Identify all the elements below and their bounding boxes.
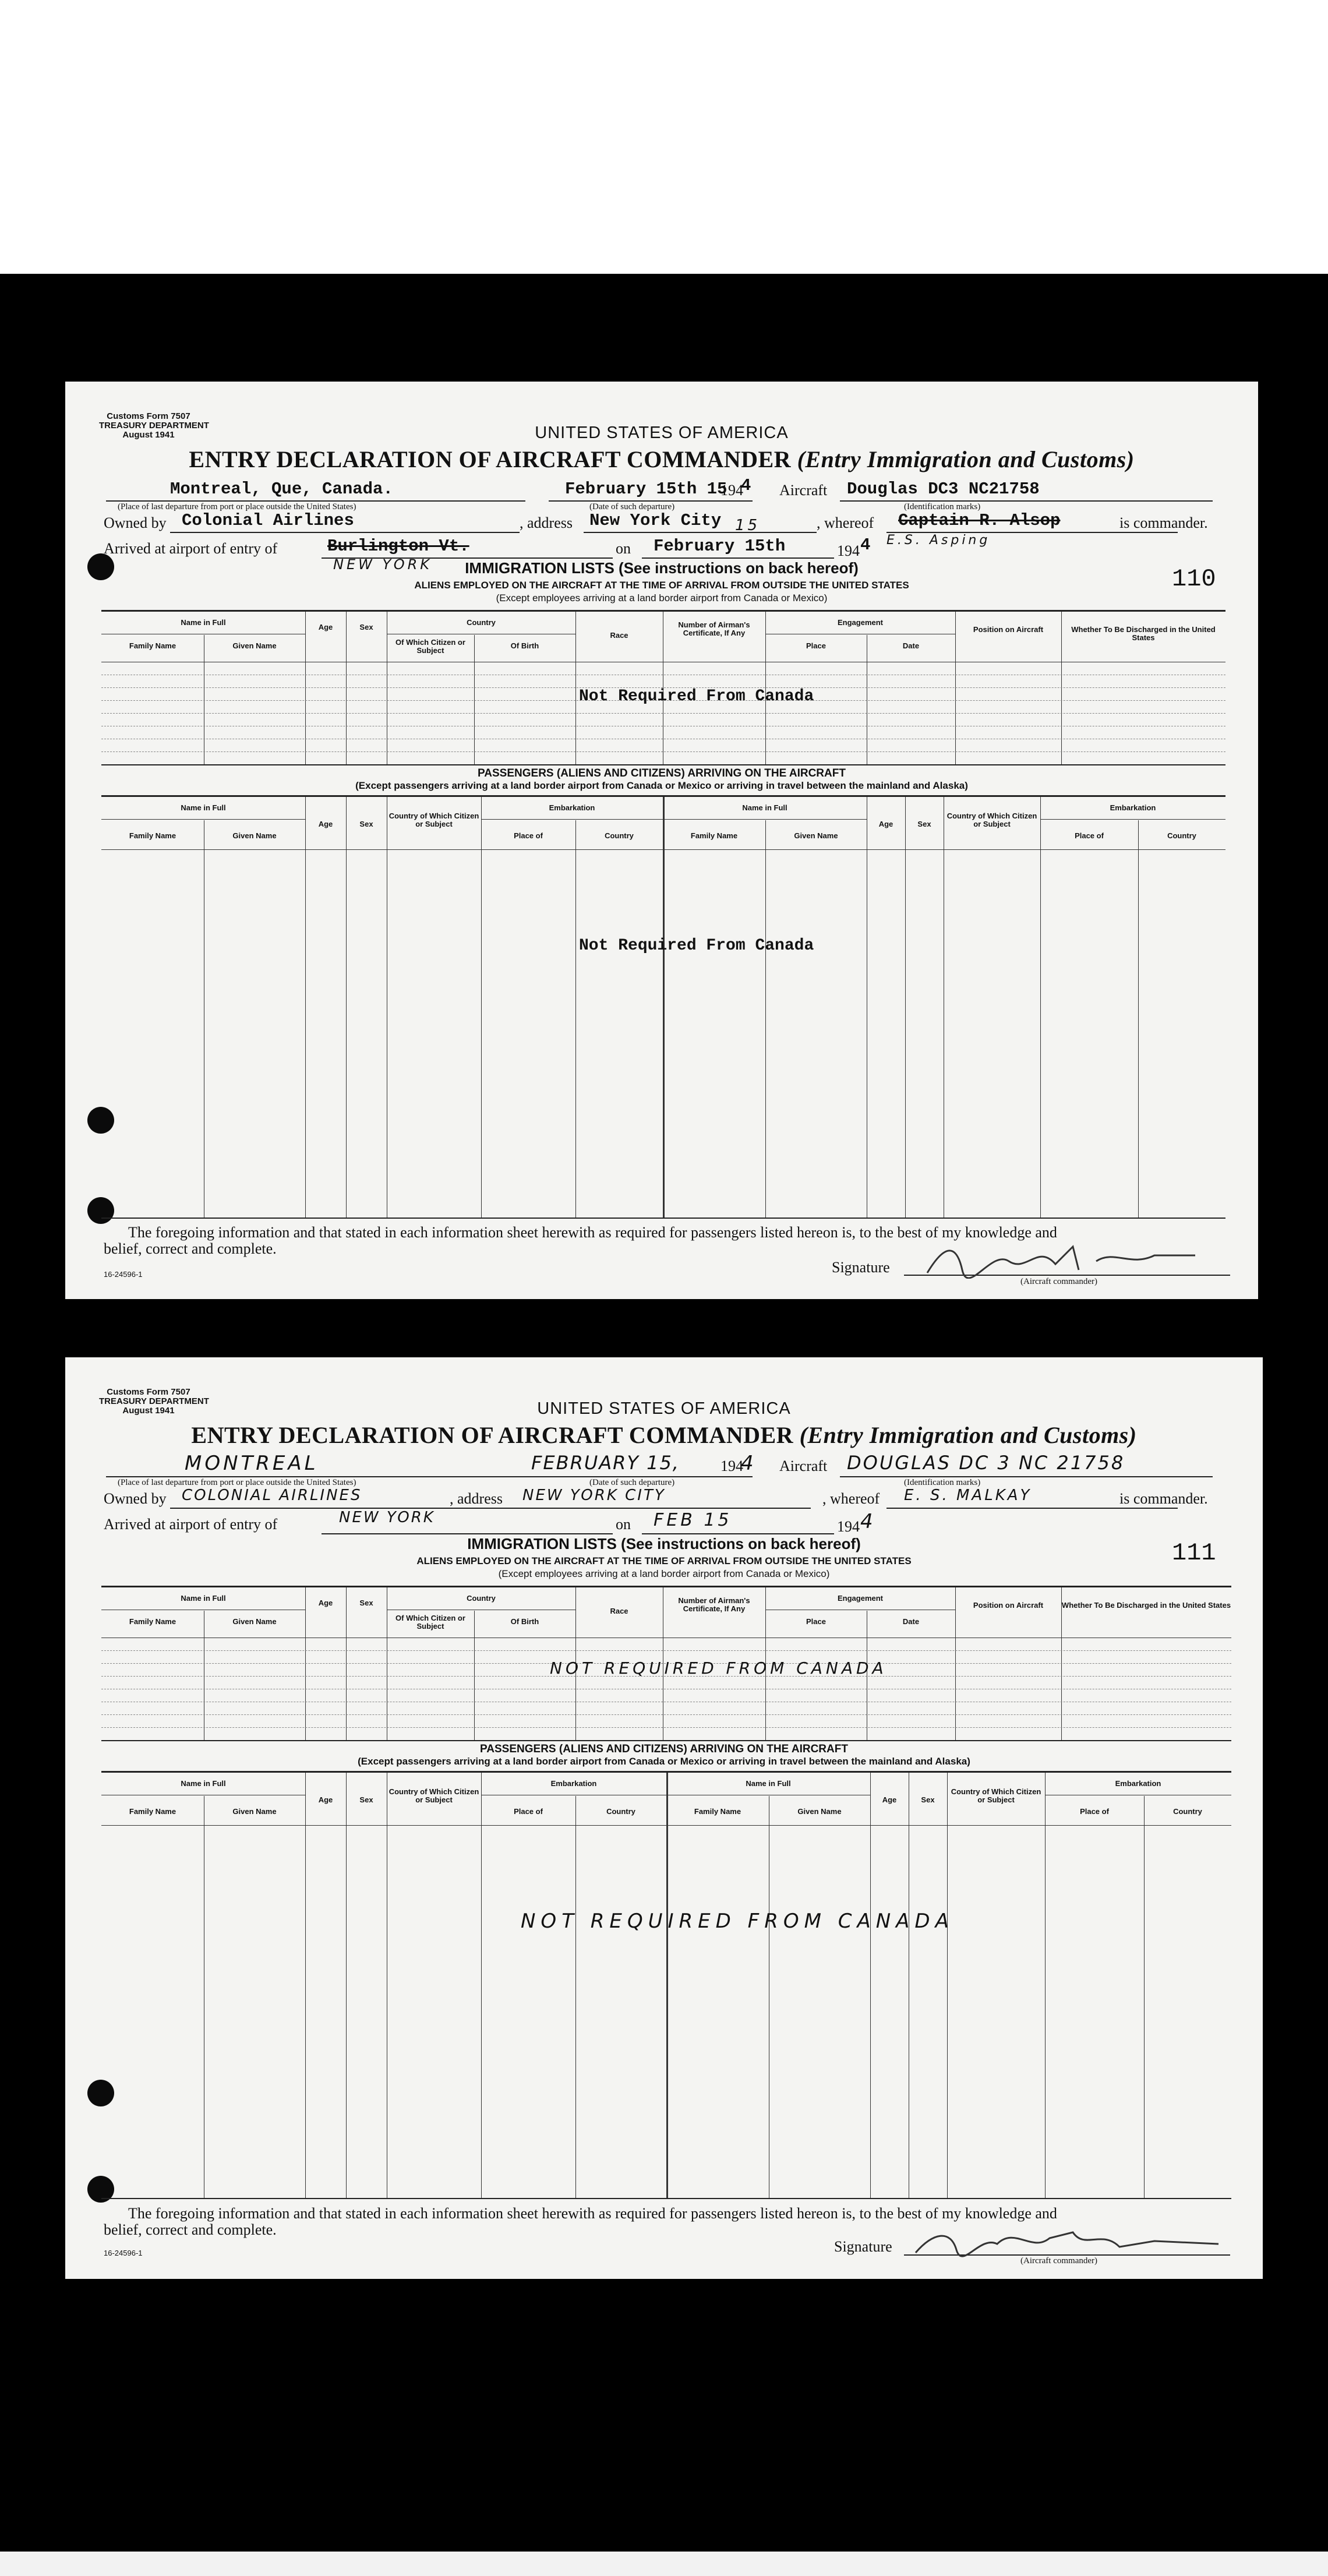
list-number: 111 bbox=[1172, 1539, 1216, 1567]
owner: Colonial Airlines bbox=[182, 511, 354, 530]
form-number: Customs Form 7507 TREASURY DEPARTMENT August 1941 bbox=[99, 1387, 209, 1416]
passenger-note: NOT REQUIRED FROM CANADA bbox=[521, 1910, 954, 1933]
crew-note: Not Required From Canada bbox=[579, 687, 814, 705]
scan-margin-bottom bbox=[0, 2552, 1328, 2576]
commander: E. S. MALKAY bbox=[904, 1487, 1032, 1504]
declaration-form-1: Customs Form 7507 TREASURY DEPARTMENT August 1941 UNITED STATES OF AMERICA ENTRY DECLARATION OF AIRCRAFT COMMANDER (Entry Immigration and Customs) Montreal, Que, Canada. (Place of last departure from port or place outside the United States) February 15th 15 194 4 (Date of such departure) Aircraft Douglas DC3 NC21758 (Identification marks) Owned by Colonial Airlines , address New York City 15 , whereof Captain R. Alsop is commander. Arrived at airport of entry of Burlington Vt. NEW YORK on February 15th 194 4 E.S. Asping IMMIGRATION LISTS (See instructions on back hereof) ALIENS EMPLOYED ON THE AIRCRAFT AT THE TIME OF ARRIVAL FROM OUTSIDE THE UNITED STATES (Except employees arriving at a land border airport from Canada or Mexico) 110 Name in Full Family Name Given Name Age Sex Country Of Which Citizen or Subject Of Birth Race Number of Airman's Certificate, If Any Engagement Place Date Position on Aircraft Whether To Be Discharged in the United States Not Required From Canada PASSENGERS (ALIENS AND CITIZENS) ARRIVING ON THE AIRCRAFT (Except passengers arriving at a land border airport from Canada or Mexico or arriving in travel between the mainland and Alaska) Name in Full Family Name Given Name Age Sex Country of Which Citizen or Subject Embarkation Place of Country Name in Full Family Name Given Name Age Sex Country of Which Citizen or Subject Embarkation Place of Country Not Required From Canada The foregoing information and that stated in each information sheet herewith as required for passengers listed hereon is, to the best of my knowledge and belief, correct and complete. Signature (Aircraft commander) 16-24596-1 bbox=[65, 382, 1258, 1299]
scan-margin-top bbox=[0, 0, 1328, 274]
arrival-airport: NEW YORK bbox=[339, 1509, 435, 1526]
owner: COLONIAL AIRLINES bbox=[182, 1487, 362, 1504]
departure-place: Montreal, Que, Canada. bbox=[170, 479, 393, 499]
passenger-note: Not Required From Canada bbox=[579, 937, 814, 955]
immigration-heading: IMMIGRATION LISTS (See instructions on back hereof) bbox=[467, 1535, 861, 1552]
arrival-airport-hand: NEW YORK bbox=[333, 556, 433, 573]
owner-address: NEW YORK CITY bbox=[522, 1487, 666, 1504]
certification-text: The foregoing information and that stated in each information sheet herewith as required for passengers listed hereon is, to the best of my knowledge and bbox=[128, 1224, 1057, 1241]
commander: Captain R. Alsop bbox=[898, 511, 1061, 530]
form-number: Customs Form 7507 TREASURY DEPARTMENT August 1941 bbox=[99, 411, 209, 440]
form-title: ENTRY DECLARATION OF AIRCRAFT COMMANDER (Entry Immigration and Customs) bbox=[191, 1422, 1137, 1448]
commander-signature bbox=[910, 2221, 1224, 2261]
arrival-date: February 15th bbox=[654, 537, 786, 556]
form-title: ENTRY DECLARATION OF AIRCRAFT COMMANDER (Entry Immigration and Customs) bbox=[189, 446, 1135, 472]
crew-note: NOT REQUIRED FROM CANADA bbox=[550, 1658, 887, 1678]
departure-date: February 15th 15 bbox=[565, 479, 727, 499]
list-number: 110 bbox=[1172, 565, 1216, 593]
owner-address: New York City bbox=[589, 511, 722, 530]
immigration-heading: IMMIGRATION LISTS (See instructions on back hereof) bbox=[465, 559, 859, 577]
country-heading: UNITED STATES OF AMERICA bbox=[535, 424, 789, 442]
aircraft-id: Douglas DC3 NC21758 bbox=[847, 479, 1040, 499]
departure-date: FEBRUARY 15, bbox=[531, 1452, 680, 1474]
passenger-table: Name in Full Family Name Given Name Age Sex Country of Which Citizen or Subject Embarkation Place of Country Name in Full Family Name Given Name Age Sex Country of Which Citizen or Subject Embarkation Place of Country NOT REQUIRED FROM CANADA bbox=[101, 1771, 1231, 2199]
passenger-table: Name in Full Family Name Given Name Age Sex Country of Which Citizen or Subject Embarkation Place of Country Name in Full Family Name Given Name Age Sex Country of Which Citizen or Subject Embarkation Place of Country Not Required From Canada bbox=[101, 795, 1225, 1219]
passengers-heading: PASSENGERS (ALIENS AND CITIZENS) ARRIVING ON THE AIRCRAFT bbox=[480, 1743, 848, 1755]
arrival-date: FEB 15 bbox=[654, 1510, 732, 1530]
commander-note: E.S. Asping bbox=[886, 533, 991, 548]
crew-table: Name in Full Family Name Given Name Age Sex Country Of Which Citizen or Subject Of Birth Race Number of Airman's Certificate, If Any Engagement Place Date Position on Aircraft Whether To Be Discharged in the United States Not Required From Canada bbox=[101, 610, 1225, 765]
arrival-airport: Burlington Vt. bbox=[327, 537, 469, 556]
aircraft-id: DOUGLAS DC 3 NC 21758 bbox=[847, 1452, 1125, 1474]
country-heading: UNITED STATES OF AMERICA bbox=[537, 1399, 791, 1418]
passengers-heading: PASSENGERS (ALIENS AND CITIZENS) ARRIVING ON THE AIRCRAFT bbox=[478, 767, 846, 779]
crew-table: Name in Full Family Name Given Name Age Sex Country Of Which Citizen or Subject Of Birth Race Number of Airman's Certificate, If Any Engagement Place Date Position on Aircraft Whether To Be Discharged in the United States NOT REQUIRED FROM CANADA bbox=[101, 1586, 1231, 1741]
certification-text: The foregoing information and that stated in each information sheet herewith as required for passengers listed hereon is, to the best of my knowledge and bbox=[128, 2205, 1057, 2222]
departure-place: MONTREAL bbox=[185, 1452, 319, 1475]
declaration-form-2: Customs Form 7507 TREASURY DEPARTMENT August 1941 UNITED STATES OF AMERICA ENTRY DECLARATION OF AIRCRAFT COMMANDER (Entry Immigration and Customs) MONTREAL (Place of last departure from port or place outside the United States) FEBRUARY 15, 194 4 (Date of such departure) Aircraft DOUGLAS DC 3 NC 21758 (Identification marks) Owned by COLONIAL AIRLINES , address NEW YORK CITY , whereof E. S. MALKAY is commander. Arrived at airport of entry of NEW YORK on FEB 15 194 4 IMMIGRATION LISTS (See instructions on back hereof) ALIENS EMPLOYED ON THE AIRCRAFT AT THE TIME OF ARRIVAL FROM OUTSIDE THE UNITED STATES (Except employees arriving at a land border airport from Canada or Mexico) 111 Name in Full Family Name Given Name Age Sex Country Of Which Citizen or Subject Of Birth Race Number of Airman's Certificate, If Any Engagement Place Date Position on Aircraft Whether To Be Discharged in the United States NOT REQUIRED FROM CANADA PASSENGERS (ALIENS AND CITIZENS) ARRIVING ON THE AIRCRAFT (Except passengers arriving at a land border airport from Canada or Mexico or arriving in travel between the mainland and Alaska) Name in Full Family Name Given Name Age Sex Country of Which Citizen or Subject Embarkation Place of Country Name in Full Family Name Given Name Age Sex Country of Which Citizen or Subject Embarkation Place of Country NOT REQUIRED FROM CANADA The foregoing information and that stated in each information sheet herewith as required for passengers listed hereon is, to the best of my knowledge and belief, correct and complete. Signature (Aircraft commander) 16-24596-1 bbox=[65, 1357, 1263, 2279]
commander-signature bbox=[921, 1238, 1201, 1279]
